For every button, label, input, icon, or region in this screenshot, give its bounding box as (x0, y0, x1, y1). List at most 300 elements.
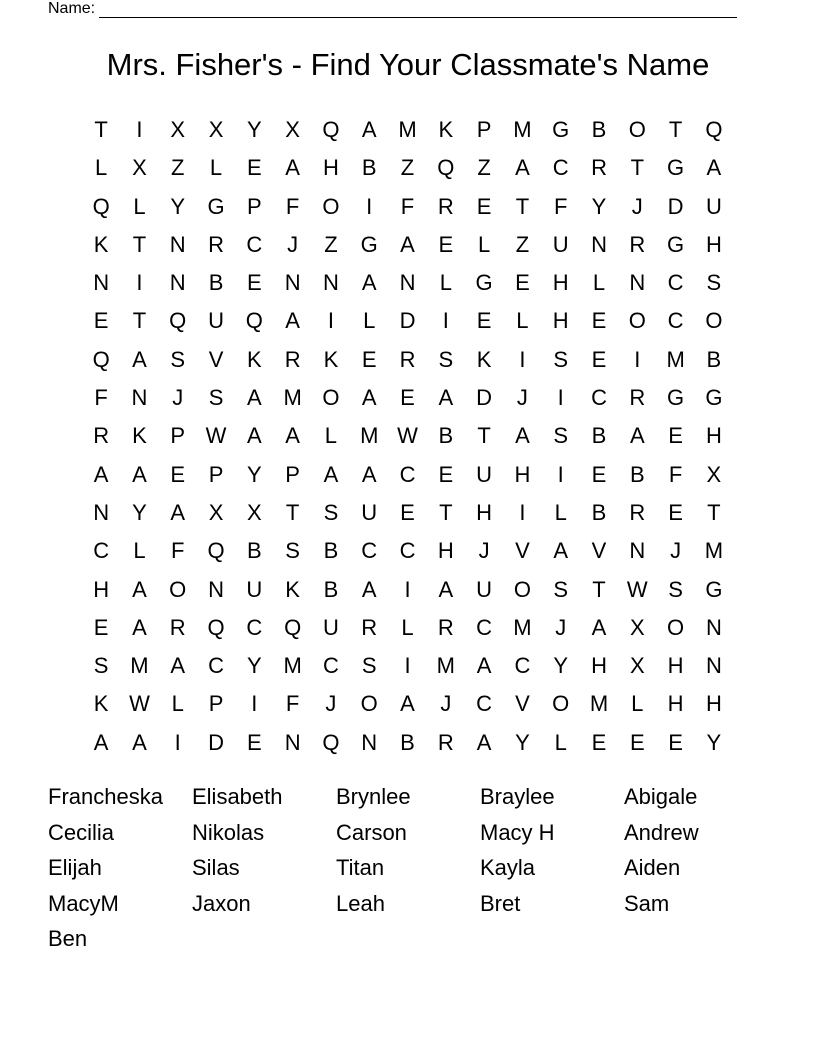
grid-letter[interactable]: D (667, 193, 684, 219)
grid-letter[interactable]: A (476, 729, 492, 755)
grid-letter[interactable]: O (322, 193, 340, 219)
grid-letter[interactable]: C (93, 538, 110, 564)
grid-letter[interactable]: A (285, 155, 300, 181)
grid-letter[interactable]: L (324, 423, 338, 449)
grid-letter[interactable]: A (361, 385, 377, 411)
word-list-item: Titan (336, 855, 385, 881)
word-search-grid (82, 111, 733, 762)
grid-letter[interactable]: A (93, 729, 109, 755)
grid-letter[interactable]: H (705, 691, 722, 717)
grid-letter[interactable]: D (208, 729, 224, 755)
grid-letter[interactable]: S (361, 653, 377, 679)
grid-letter[interactable]: I (136, 117, 143, 142)
grid-letter[interactable]: U (705, 193, 722, 219)
grid-letter[interactable]: E (400, 385, 415, 411)
grid-letter[interactable]: X (629, 614, 645, 640)
grid-letter[interactable]: X (208, 499, 224, 525)
grid-letter[interactable]: B (246, 538, 262, 564)
grid-letter[interactable]: J (440, 691, 452, 717)
grid-letter[interactable]: N (93, 270, 110, 296)
grid-letter[interactable]: Y (591, 193, 607, 219)
grid-letter[interactable]: A (132, 614, 147, 640)
grid-letter[interactable]: B (591, 423, 607, 449)
grid-letter[interactable]: O (360, 691, 378, 717)
grid-letter[interactable]: H (705, 423, 722, 449)
grid-letter[interactable]: A (591, 614, 607, 640)
grid-letter[interactable]: T (132, 308, 147, 334)
grid-letter[interactable]: N (629, 538, 646, 564)
grid-letter[interactable]: G (207, 193, 225, 219)
grid-letter[interactable]: N (361, 729, 378, 755)
grid-letter[interactable]: R (437, 729, 454, 755)
grid-letter[interactable]: A (93, 461, 109, 487)
grid-letter[interactable]: R (437, 193, 454, 219)
grid-letter[interactable]: Q (437, 155, 455, 181)
grid-letter[interactable]: Y (553, 653, 569, 679)
grid-letter[interactable]: C (667, 308, 684, 334)
grid-letter[interactable]: L (477, 231, 491, 257)
grid-letter[interactable]: O (667, 614, 685, 640)
grid-letter[interactable]: C (208, 653, 224, 679)
grid-letter[interactable]: C (399, 461, 416, 487)
grid-letter[interactable]: V (208, 346, 224, 372)
grid-letter[interactable]: P (476, 117, 492, 142)
grid-letter[interactable]: H (322, 155, 339, 181)
grid-letter[interactable]: S (668, 576, 683, 602)
grid-letter[interactable]: O (628, 308, 646, 334)
grid-letter[interactable]: N (284, 729, 301, 755)
grid-letter[interactable]: R (629, 385, 646, 411)
grid-letter[interactable]: S (553, 346, 569, 372)
grid-letter[interactable]: B (323, 538, 339, 564)
grid-letter[interactable]: A (515, 155, 530, 181)
grid-letter[interactable]: R (437, 614, 454, 640)
grid-letter[interactable]: Q (705, 117, 723, 142)
grid-letter[interactable]: G (705, 576, 723, 602)
word-list-item: Silas (192, 855, 240, 881)
grid-letter[interactable]: H (437, 538, 454, 564)
grid-letter[interactable]: Y (246, 653, 262, 679)
grid-letter[interactable]: Q (92, 346, 110, 372)
word-list-item: Cecilia (48, 819, 115, 845)
grid-letter[interactable]: A (246, 385, 262, 411)
grid-letter[interactable]: M (589, 691, 609, 717)
grid-letter[interactable]: A (361, 270, 377, 296)
grid-letter[interactable]: A (515, 423, 530, 449)
grid-letter[interactable]: R (629, 231, 646, 257)
grid-letter[interactable]: A (361, 576, 377, 602)
grid-letter[interactable]: J (631, 193, 643, 219)
grid-letter[interactable]: J (478, 538, 490, 564)
grid-letter[interactable]: E (361, 346, 377, 372)
grid-letter[interactable]: I (327, 308, 334, 334)
grid-letter[interactable]: Y (170, 193, 186, 219)
grid-letter[interactable]: U (476, 461, 493, 487)
word-list-item: Carson (336, 819, 407, 845)
grid-letter[interactable]: V (515, 691, 530, 717)
grid-letter[interactable]: B (400, 729, 415, 755)
grid-letter[interactable]: S (208, 385, 224, 411)
grid-letter[interactable]: F (171, 538, 185, 564)
grid-letter[interactable]: Y (132, 499, 147, 525)
grid-letter[interactable]: A (629, 423, 645, 449)
word-list (48, 779, 768, 957)
grid-letter[interactable]: R (208, 231, 224, 257)
grid-letter[interactable]: N (169, 270, 186, 296)
grid-letter[interactable]: H (552, 308, 569, 334)
grid-letter[interactable]: T (592, 576, 606, 602)
grid-letter[interactable]: C (246, 614, 263, 640)
grid-letter[interactable]: K (93, 231, 109, 257)
grid-letter[interactable]: U (322, 614, 339, 640)
grid-letter[interactable]: E (591, 729, 607, 755)
grid-letter[interactable]: R (284, 346, 301, 372)
grid-letter[interactable]: U (208, 308, 224, 334)
grid-letter[interactable]: K (323, 346, 339, 372)
grid-letter[interactable]: A (170, 499, 186, 525)
grid-letter[interactable]: R (399, 346, 416, 372)
grid-letter[interactable]: C (476, 614, 493, 640)
grid-letter[interactable]: A (323, 461, 339, 487)
grid-letter[interactable]: E (515, 270, 530, 296)
grid-letter[interactable]: Z (171, 155, 185, 181)
grid-letter[interactable]: E (93, 308, 109, 334)
grid-letter[interactable]: A (132, 461, 147, 487)
grid-letter[interactable]: A (400, 691, 415, 717)
grid-letter[interactable]: E (629, 729, 645, 755)
grid-letter[interactable]: F (553, 193, 568, 219)
word-list-item: Ben (48, 926, 88, 952)
grid-letter[interactable]: Z (477, 155, 491, 181)
grid-letter[interactable]: E (170, 461, 186, 487)
word-list-item: Francheska (48, 784, 163, 809)
grid-letter[interactable]: W (397, 423, 418, 449)
grid-letter[interactable]: Q (245, 308, 263, 334)
grid-letter[interactable]: R (591, 155, 607, 181)
grid-letter[interactable]: A (706, 155, 722, 181)
grid-letter[interactable]: K (438, 117, 454, 142)
grid-letter[interactable]: E (93, 614, 109, 640)
grid-letter[interactable]: J (325, 691, 337, 717)
grid-letter[interactable]: E (438, 231, 454, 257)
grid-letter[interactable]: I (251, 691, 258, 717)
grid-letter[interactable]: P (246, 193, 262, 219)
grid-letter[interactable]: P (208, 461, 224, 487)
grid-letter[interactable]: T (668, 117, 683, 142)
grid-letter[interactable]: U (246, 576, 263, 602)
grid-letter[interactable]: I (519, 346, 526, 372)
grid-letter[interactable]: N (629, 270, 646, 296)
grid-letter[interactable]: O (169, 576, 187, 602)
grid-letter[interactable]: M (398, 117, 417, 142)
grid-letter[interactable]: F (285, 193, 300, 219)
grid-letter[interactable]: R (169, 614, 186, 640)
grid-letter[interactable]: Y (246, 461, 262, 487)
grid-letter[interactable]: E (591, 308, 607, 334)
grid-letter[interactable]: U (476, 576, 493, 602)
grid-letter[interactable]: H (667, 691, 684, 717)
grid-letter[interactable]: E (246, 155, 262, 181)
grid-letter[interactable]: I (404, 576, 411, 602)
grid-letter[interactable]: C (246, 231, 263, 257)
grid-letter[interactable]: M (666, 346, 685, 372)
grid-letter[interactable]: G (552, 117, 570, 142)
grid-letter[interactable]: L (554, 729, 567, 755)
grid-letter[interactable]: K (476, 346, 492, 372)
grid-letter[interactable]: T (439, 499, 453, 525)
grid-letter[interactable]: E (668, 729, 683, 755)
grid-letter[interactable]: Z (324, 231, 338, 257)
grid-letter[interactable]: J (555, 614, 567, 640)
grid-letter[interactable]: Q (284, 614, 302, 640)
grid-letter[interactable]: W (129, 691, 150, 717)
grid-letter[interactable]: T (477, 423, 491, 449)
grid-letter[interactable]: L (363, 308, 376, 334)
grid-letter[interactable]: T (630, 155, 645, 181)
grid-letter[interactable]: S (323, 499, 339, 525)
grid-letter[interactable]: I (634, 346, 641, 372)
grid-letter[interactable]: N (93, 499, 110, 525)
grid-letter[interactable]: Q (322, 117, 340, 142)
grid-letter[interactable]: A (476, 653, 492, 679)
grid-letter[interactable]: L (95, 155, 108, 181)
grid-letter[interactable]: C (552, 155, 569, 181)
grid-letter[interactable]: P (170, 423, 186, 449)
grid-letter[interactable]: W (205, 423, 227, 449)
grid-letter[interactable]: N (284, 270, 301, 296)
grid-letter[interactable]: B (706, 346, 722, 372)
grid-letter[interactable]: A (438, 385, 454, 411)
grid-letter[interactable]: D (476, 385, 493, 411)
grid-letter[interactable]: E (591, 461, 607, 487)
grid-letter[interactable]: F (285, 691, 300, 717)
grid-letter[interactable]: C (667, 270, 684, 296)
name-blank-line[interactable] (99, 3, 737, 18)
grid-letter[interactable]: Z (400, 155, 415, 181)
grid-letter[interactable]: M (283, 385, 302, 411)
grid-letter[interactable]: E (400, 499, 415, 525)
grid-letter[interactable]: H (476, 499, 493, 525)
grid-letter[interactable]: E (668, 423, 683, 449)
grid-letter[interactable]: X (208, 117, 224, 142)
grid-letter[interactable]: Q (92, 193, 110, 219)
grid-letter[interactable]: I (366, 193, 373, 219)
grid-letter[interactable]: Y (246, 117, 262, 142)
grid-letter[interactable]: F (400, 193, 415, 219)
grid-letter[interactable]: E (246, 270, 262, 296)
grid-letter[interactable]: Y (706, 729, 722, 755)
grid-letter[interactable]: E (668, 499, 683, 525)
grid-letter[interactable]: A (246, 423, 262, 449)
grid-letter[interactable]: B (591, 499, 607, 525)
grid-letter[interactable]: G (667, 385, 685, 411)
grid-letter[interactable]: U (361, 499, 378, 525)
word-list-item: Bret (480, 890, 521, 916)
grid-letter[interactable]: O (513, 576, 531, 602)
grid-letter[interactable]: B (629, 461, 645, 487)
grid-letter[interactable]: A (132, 346, 147, 372)
grid-letter[interactable]: S (553, 576, 569, 602)
grid-letter[interactable]: M (513, 614, 532, 640)
grid-letter[interactable]: E (246, 729, 262, 755)
grid-letter[interactable]: M (360, 423, 379, 449)
grid-letter[interactable]: V (515, 538, 530, 564)
grid-letter[interactable]: X (629, 653, 645, 679)
grid-letter[interactable]: X (170, 117, 186, 142)
grid-letter[interactable]: I (136, 270, 143, 296)
grid-letter[interactable]: S (706, 270, 722, 296)
grid-letter[interactable]: L (592, 270, 606, 296)
grid-letter[interactable]: L (171, 691, 184, 717)
grid-letter[interactable]: U (552, 231, 569, 257)
grid-letter[interactable]: F (668, 461, 683, 487)
grid-letter[interactable]: G (360, 231, 378, 257)
grid-letter[interactable]: M (513, 117, 532, 142)
grid-letter[interactable]: P (285, 461, 300, 487)
grid-letter[interactable]: R (361, 614, 378, 640)
grid-letter[interactable]: K (285, 576, 300, 602)
grid-letter[interactable]: E (438, 461, 454, 487)
grid-letter[interactable]: E (476, 308, 492, 334)
grid-letter[interactable]: T (285, 499, 300, 525)
grid-letter[interactable]: K (132, 423, 147, 449)
grid-letter[interactable]: Q (207, 538, 225, 564)
grid-letter[interactable]: S (170, 346, 186, 372)
grid-letter[interactable]: X (132, 155, 147, 181)
grid-letter[interactable]: A (553, 538, 569, 564)
grid-letter[interactable]: N (705, 653, 722, 679)
grid-letter[interactable]: L (554, 499, 567, 525)
grid-letter[interactable]: A (285, 423, 300, 449)
grid-letter[interactable]: B (361, 155, 377, 181)
grid-letter[interactable]: T (515, 193, 530, 219)
grid-letter[interactable]: N (169, 231, 186, 257)
grid-letter[interactable]: R (93, 423, 110, 449)
grid-letter[interactable]: I (442, 308, 449, 334)
grid-letter[interactable]: A (285, 308, 300, 334)
grid-letter[interactable]: A (170, 653, 186, 679)
grid-letter[interactable]: B (438, 423, 454, 449)
grid-letter[interactable]: M (283, 653, 302, 679)
grid-letter[interactable]: S (438, 346, 454, 372)
grid-letter[interactable]: J (172, 385, 184, 411)
grid-letter[interactable]: I (174, 729, 181, 755)
grid-letter[interactable]: J (287, 231, 299, 257)
grid-letter[interactable]: O (552, 691, 570, 717)
grid-letter[interactable]: J (516, 385, 528, 411)
grid-letter[interactable]: I (404, 653, 411, 679)
grid-letter[interactable]: L (631, 691, 644, 717)
grid-letter[interactable]: H (93, 576, 110, 602)
grid-letter[interactable]: M (130, 653, 149, 679)
grid-letter[interactable]: X (706, 461, 722, 487)
grid-letter[interactable]: C (361, 538, 378, 564)
grid-letter[interactable]: G (667, 155, 685, 181)
grid-letter[interactable]: M (436, 653, 455, 679)
grid-letter[interactable]: N (208, 576, 224, 602)
grid-letter[interactable]: V (591, 538, 607, 564)
grid-letter[interactable]: Z (515, 231, 530, 257)
grid-letter[interactable]: T (132, 231, 147, 257)
grid-letter[interactable]: L (133, 193, 146, 219)
grid-letter[interactable]: S (93, 653, 109, 679)
grid-letter[interactable]: N (322, 270, 339, 296)
name-field[interactable] (48, 0, 737, 18)
grid-letter[interactable]: Y (515, 729, 530, 755)
grid-letter[interactable]: K (246, 346, 262, 372)
grid-letter[interactable]: L (209, 155, 223, 181)
grid-letter[interactable]: A (132, 576, 147, 602)
grid-letter[interactable]: R (629, 499, 646, 525)
grid-letter[interactable]: L (516, 308, 529, 334)
grid-letter[interactable]: C (514, 653, 531, 679)
grid-letter[interactable]: X (285, 117, 300, 142)
grid-letter[interactable]: C (399, 538, 416, 564)
grid-letter[interactable]: C (322, 653, 339, 679)
grid-letter[interactable]: J (670, 538, 682, 564)
grid-letter[interactable]: A (361, 461, 377, 487)
grid-letter[interactable]: G (705, 385, 723, 411)
grid-letter[interactable]: T (707, 499, 721, 525)
grid-letter[interactable]: N (705, 614, 722, 640)
grid-letter[interactable]: G (667, 231, 685, 257)
grid-letter[interactable]: O (628, 117, 646, 142)
grid-letter[interactable]: Q (169, 308, 187, 334)
grid-letter[interactable]: H (667, 653, 684, 679)
grid-letter[interactable]: S (553, 423, 569, 449)
grid-letter[interactable]: Q (322, 729, 340, 755)
grid-letter[interactable]: H (705, 231, 722, 257)
grid-letter[interactable]: N (131, 385, 148, 411)
grid-letter[interactable]: K (93, 691, 109, 717)
grid-letter[interactable]: I (557, 385, 564, 411)
grid-letter[interactable]: C (591, 385, 607, 411)
grid-letter[interactable]: E (476, 193, 492, 219)
grid-letter[interactable]: H (514, 461, 531, 487)
grid-letter[interactable]: O (322, 385, 340, 411)
grid-letter[interactable]: L (133, 538, 146, 564)
grid-letter[interactable]: G (475, 270, 493, 296)
grid-letter[interactable]: B (591, 117, 607, 142)
grid-letter[interactable]: F (94, 385, 108, 411)
grid-letter[interactable]: E (591, 346, 607, 372)
grid-letter[interactable]: A (438, 576, 454, 602)
grid-letter[interactable]: H (591, 653, 607, 679)
grid-letter[interactable]: Q (207, 614, 225, 640)
grid-letter[interactable]: H (552, 270, 569, 296)
grid-letter[interactable]: M (704, 538, 724, 564)
grid-letter[interactable]: T (94, 117, 108, 142)
grid-letter[interactable]: A (361, 117, 377, 142)
grid-letter[interactable]: N (591, 231, 607, 257)
grid-letter[interactable]: O (705, 308, 723, 334)
grid-letter[interactable]: W (626, 576, 648, 602)
grid-letter[interactable]: I (557, 461, 564, 487)
grid-letter[interactable]: L (439, 270, 452, 296)
grid-letter[interactable]: N (399, 270, 416, 296)
grid-letter[interactable]: S (285, 538, 300, 564)
grid-letter[interactable]: C (476, 691, 493, 717)
grid-letter[interactable]: P (208, 691, 224, 717)
grid-letter[interactable]: I (519, 499, 526, 525)
grid-letter[interactable]: L (401, 614, 414, 640)
grid-letter[interactable]: B (208, 270, 224, 296)
grid-letter[interactable]: A (132, 729, 147, 755)
grid-letter[interactable]: A (400, 231, 415, 257)
grid-letter[interactable]: D (399, 308, 416, 334)
grid-letter[interactable]: B (323, 576, 339, 602)
grid-letter[interactable]: X (246, 499, 262, 525)
